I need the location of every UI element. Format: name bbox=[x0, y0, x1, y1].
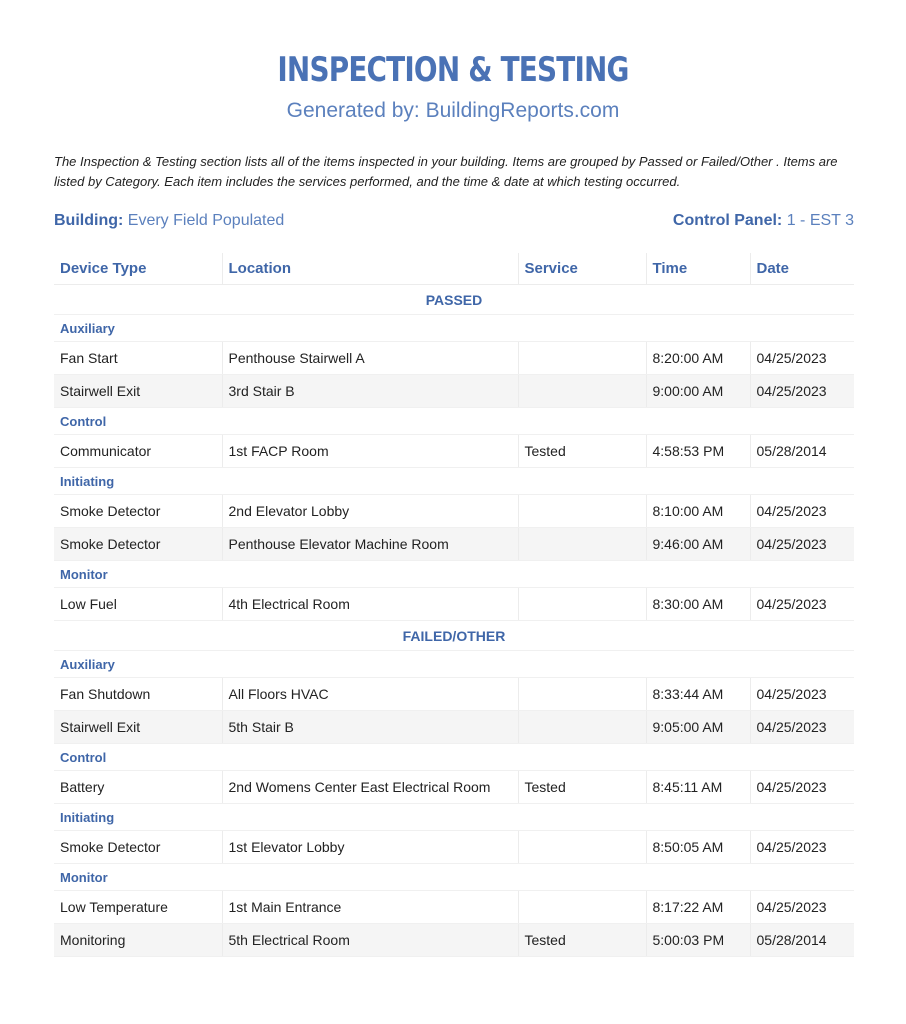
cell-service bbox=[518, 342, 646, 375]
control-panel-value: 1 - EST 3 bbox=[786, 212, 854, 229]
cell-device-type: Stairwell Exit bbox=[54, 375, 222, 408]
cell-location: 5th Stair B bbox=[222, 711, 518, 744]
category-heading: Auxiliary bbox=[54, 315, 854, 342]
column-header-location: Location bbox=[222, 253, 518, 285]
cell-date: 04/25/2023 bbox=[750, 588, 854, 621]
cell-location: 3rd Stair B bbox=[222, 375, 518, 408]
cell-date: 04/25/2023 bbox=[750, 771, 854, 804]
cell-service bbox=[518, 711, 646, 744]
cell-device-type: Low Fuel bbox=[54, 588, 222, 621]
category-row bbox=[54, 651, 854, 678]
cell-device-type: Smoke Detector bbox=[54, 831, 222, 864]
cell-time: 9:05:00 AM bbox=[646, 711, 750, 744]
cell-service: Tested bbox=[518, 924, 646, 957]
category-heading: Monitor bbox=[54, 561, 854, 588]
cell-date: 04/25/2023 bbox=[750, 831, 854, 864]
cell-device-type: Fan Shutdown bbox=[54, 678, 222, 711]
group-row bbox=[54, 621, 854, 651]
info-row bbox=[54, 212, 854, 234]
inspection-table bbox=[54, 253, 854, 957]
cell-service bbox=[518, 831, 646, 864]
category-row bbox=[54, 744, 854, 771]
cell-location: 2nd Elevator Lobby bbox=[222, 495, 518, 528]
cell-service bbox=[518, 588, 646, 621]
cell-location: 5th Electrical Room bbox=[222, 924, 518, 957]
cell-location: All Floors HVAC bbox=[222, 678, 518, 711]
group-heading: FAILED/OTHER bbox=[54, 621, 854, 651]
category-heading: Control bbox=[54, 408, 854, 435]
column-header-service: Service bbox=[518, 253, 646, 285]
category-row bbox=[54, 315, 854, 342]
cell-device-type: Communicator bbox=[54, 435, 222, 468]
cell-location: 2nd Womens Center East Electrical Room bbox=[222, 771, 518, 804]
table-header-row bbox=[54, 253, 854, 285]
cell-device-type: Fan Start bbox=[54, 342, 222, 375]
cell-location: 1st Elevator Lobby bbox=[222, 831, 518, 864]
page-subtitle: Generated by: BuildingReports.com bbox=[286, 99, 620, 122]
cell-device-type: Stairwell Exit bbox=[54, 711, 222, 744]
cell-service bbox=[518, 891, 646, 924]
control-panel-label: Control Panel: bbox=[672, 212, 783, 229]
cell-location: Penthouse Elevator Machine Room bbox=[222, 528, 518, 561]
cell-location: 1st FACP Room bbox=[222, 435, 518, 468]
building-info bbox=[54, 212, 284, 230]
category-heading: Monitor bbox=[54, 864, 854, 891]
group-row bbox=[54, 285, 854, 315]
cell-location: Penthouse Stairwell A bbox=[222, 342, 518, 375]
cell-date: 04/25/2023 bbox=[750, 342, 854, 375]
cell-time: 4:58:53 PM bbox=[646, 435, 750, 468]
cell-time: 8:30:00 AM bbox=[646, 588, 750, 621]
cell-date: 04/25/2023 bbox=[750, 495, 854, 528]
intro-paragraph: The Inspection & Testing section lists all of the items inspected in your building. Items are grouped by Passed or Failed/Other . Items are listed by Category. Each item includes the services performed, and the time & date at which testing occurred. bbox=[54, 154, 838, 189]
category-row bbox=[54, 408, 854, 435]
table-row bbox=[54, 375, 854, 408]
cell-date: 05/28/2014 bbox=[750, 435, 854, 468]
cell-service: Tested bbox=[518, 435, 646, 468]
cell-service bbox=[518, 375, 646, 408]
category-heading: Initiating bbox=[54, 804, 854, 831]
cell-time: 8:50:05 AM bbox=[646, 831, 750, 864]
cell-time: 8:17:22 AM bbox=[646, 891, 750, 924]
cell-device-type: Smoke Detector bbox=[54, 495, 222, 528]
group-heading: PASSED bbox=[54, 285, 854, 315]
cell-location: 1st Main Entrance bbox=[222, 891, 518, 924]
column-header-time: Time bbox=[646, 253, 750, 285]
category-row bbox=[54, 468, 854, 495]
column-header-date: Date bbox=[750, 253, 854, 285]
table-row bbox=[54, 678, 854, 711]
table-row bbox=[54, 891, 854, 924]
category-heading: Control bbox=[54, 744, 854, 771]
cell-time: 9:46:00 AM bbox=[646, 528, 750, 561]
table-row bbox=[54, 435, 854, 468]
cell-device-type: Smoke Detector bbox=[54, 528, 222, 561]
category-row bbox=[54, 864, 854, 891]
cell-device-type: Monitoring bbox=[54, 924, 222, 957]
column-header-device-type: Device Type bbox=[54, 253, 222, 285]
table-row bbox=[54, 495, 854, 528]
cell-service bbox=[518, 495, 646, 528]
table-row bbox=[54, 342, 854, 375]
cell-date: 05/28/2014 bbox=[750, 924, 854, 957]
cell-time: 8:10:00 AM bbox=[646, 495, 750, 528]
table-body bbox=[54, 285, 854, 957]
table-row bbox=[54, 588, 854, 621]
cell-time: 8:20:00 AM bbox=[646, 342, 750, 375]
building-value: Every Field Populated bbox=[127, 212, 285, 229]
cell-date: 04/25/2023 bbox=[750, 678, 854, 711]
category-row bbox=[54, 561, 854, 588]
cell-time: 5:00:03 PM bbox=[646, 924, 750, 957]
page-title: INSPECTION & TESTING bbox=[277, 50, 629, 90]
cell-date: 04/25/2023 bbox=[750, 528, 854, 561]
cell-time: 9:00:00 AM bbox=[646, 375, 750, 408]
cell-device-type: Battery bbox=[54, 771, 222, 804]
cell-service bbox=[518, 678, 646, 711]
cell-time: 8:45:11 AM bbox=[646, 771, 750, 804]
cell-service: Tested bbox=[518, 771, 646, 804]
cell-device-type: Low Temperature bbox=[54, 891, 222, 924]
cell-date: 04/25/2023 bbox=[750, 711, 854, 744]
table-row bbox=[54, 771, 854, 804]
category-heading: Initiating bbox=[54, 468, 854, 495]
cell-date: 04/25/2023 bbox=[750, 375, 854, 408]
table-row bbox=[54, 924, 854, 957]
category-row bbox=[54, 804, 854, 831]
category-heading: Auxiliary bbox=[54, 651, 854, 678]
cell-location: 4th Electrical Room bbox=[222, 588, 518, 621]
table-row bbox=[54, 711, 854, 744]
cell-service bbox=[518, 528, 646, 561]
table-row bbox=[54, 528, 854, 561]
control-panel-info bbox=[673, 212, 854, 230]
table-row bbox=[54, 831, 854, 864]
cell-time: 8:33:44 AM bbox=[646, 678, 750, 711]
cell-date: 04/25/2023 bbox=[750, 891, 854, 924]
building-label: Building: bbox=[54, 212, 124, 229]
